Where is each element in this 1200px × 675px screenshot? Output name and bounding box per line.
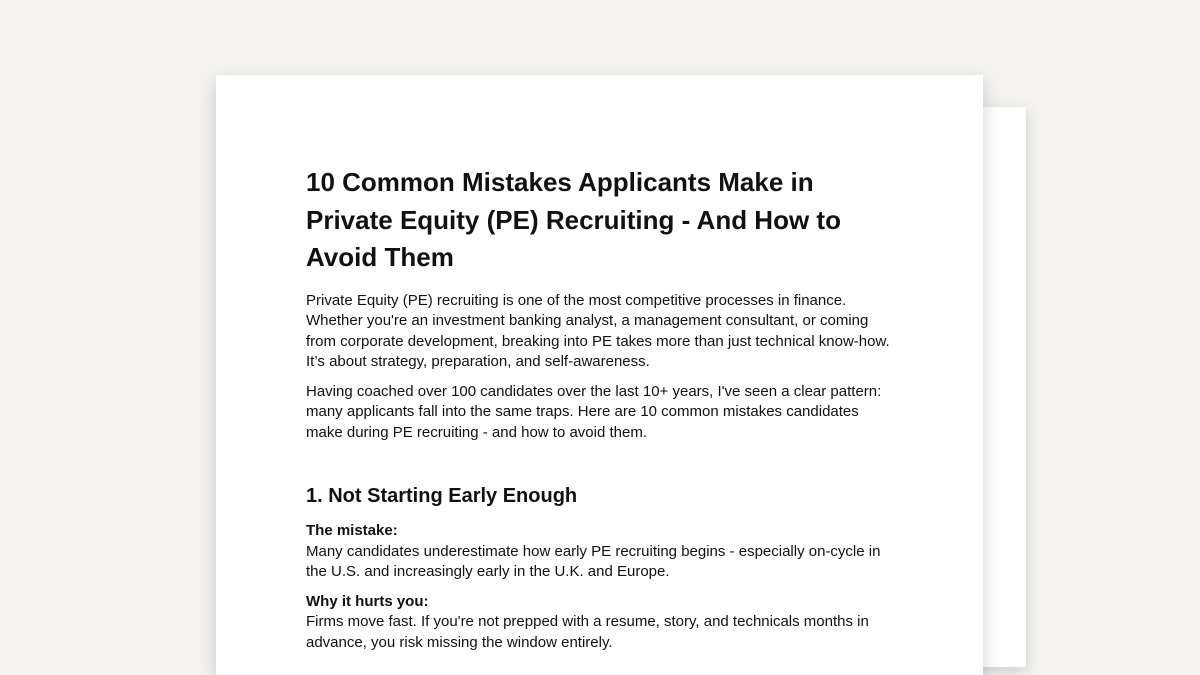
why-text: Firms move fast. If you're not prepped with a resume, story, and technicals months in advance, you risk missing the window entirely. [306,613,869,651]
document-title: 10 Common Mistakes Applicants Make in Private Equity (PE) Recruiting - And How to Avoid Them [306,167,841,272]
intro-paragraph-2: Having coached over 100 candidates over the last 10+ years, I've seen a clear pattern: many applicants fall into the same traps. Here are 10 common mistakes candidates make during PE recruiting - and how to avoid them. [306,382,882,441]
mistake-text: Many candidates underestimate how early PE recruiting begins - especially on-cycle in the U.S. and increasingly early in the U.K. and Europe. [306,542,881,580]
mistake-label: The mistake: [306,522,398,539]
intro-paragraph-1: Private Equity (PE) recruiting is one of the most competitive processes in finance. Whether you're an investment banking analyst, a management consultant, or coming from corporate development, breaking into PE takes more than just technical know-how. It’s about strategy, preparation, and self-awareness. [306,291,890,370]
why-label: Why it hurts you: [306,592,429,610]
document-content [306,164,896,653]
section-heading: 1. Not Starting Early Enough [306,485,578,507]
mistake-block [306,521,896,583]
why-block [306,592,896,654]
